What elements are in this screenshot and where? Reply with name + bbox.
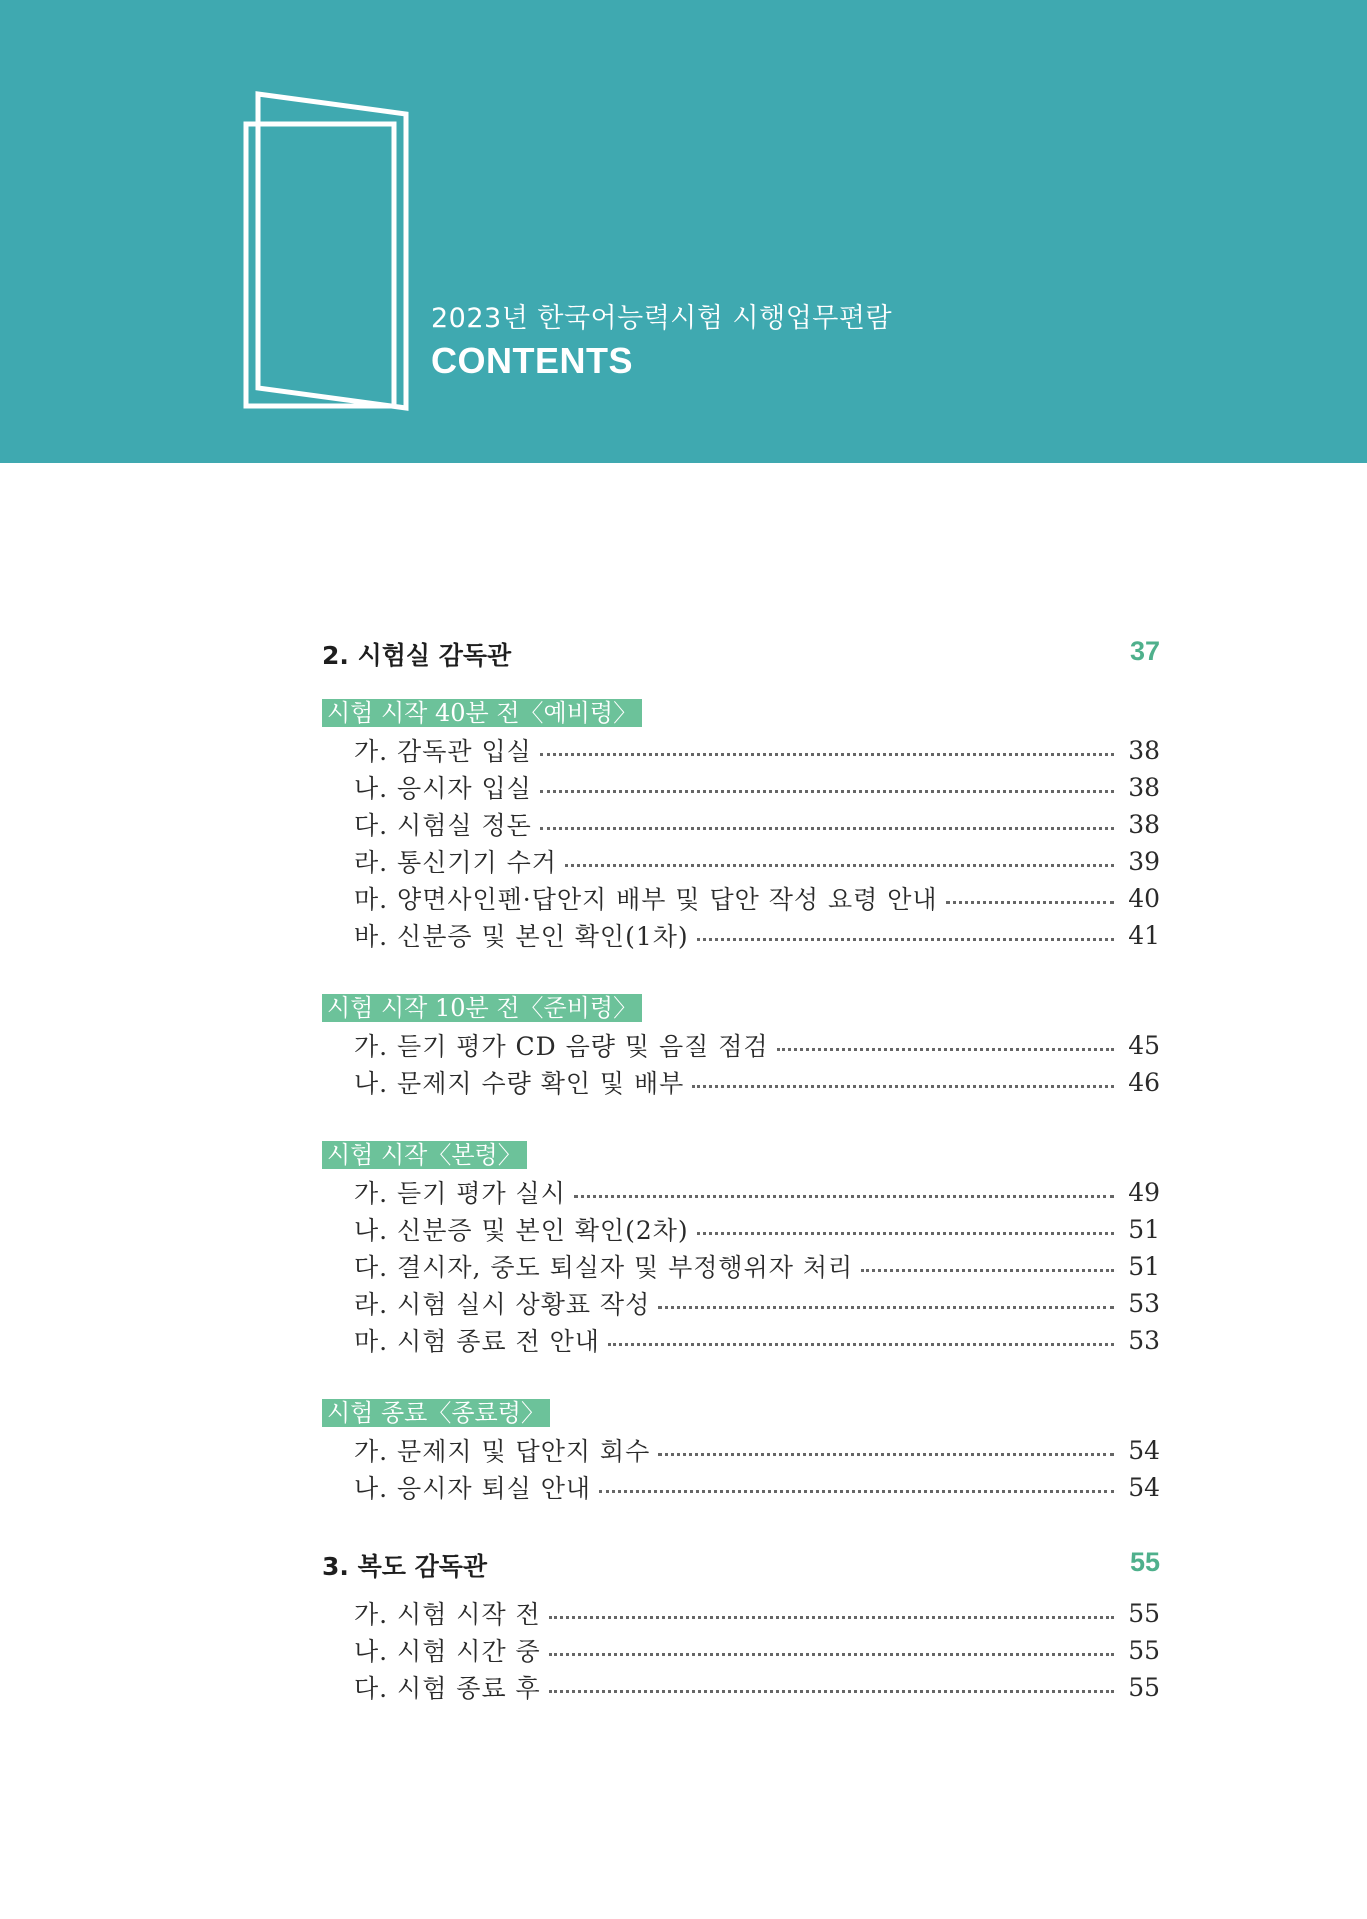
- dot-leader: [565, 864, 1114, 867]
- book-subtitle: 2023년 한국어능력시험 시행업무편람: [431, 303, 893, 334]
- toc-entry[interactable]: [354, 1596, 1160, 1630]
- toc-entry-page: 53: [1128, 1288, 1160, 1318]
- section-label: 시험 시작 40분 전〈예비령〉: [322, 699, 642, 727]
- section-label: 시험 종료〈종료령〉: [322, 1399, 550, 1427]
- toc-entry-label: 가. 문제지 및 답안지 회수: [354, 1437, 651, 1466]
- dot-leader: [692, 1085, 1114, 1088]
- chapter-heading[interactable]: [322, 1541, 1160, 1585]
- toc-entry[interactable]: [354, 1065, 1160, 1099]
- dot-leader: [608, 1343, 1114, 1346]
- dot-leader: [540, 827, 1114, 830]
- toc-entry-page: 55: [1128, 1635, 1160, 1665]
- dot-leader: [697, 1232, 1114, 1235]
- toc-entry-page: 51: [1128, 1214, 1160, 1244]
- contents-title: CONTENTS: [431, 340, 633, 381]
- toc-entry[interactable]: [354, 1670, 1160, 1704]
- toc-entry-page: 55: [1128, 1598, 1160, 1628]
- header-banner: [0, 0, 1367, 463]
- chapter-title: 2. 시험실 감독관: [322, 641, 512, 670]
- toc-entry-label: 가. 듣기 평가 실시: [354, 1179, 566, 1208]
- dot-leader: [599, 1490, 1114, 1493]
- toc-entry-label: 나. 응시자 입실: [354, 774, 532, 803]
- dot-leader: [697, 938, 1114, 941]
- toc-entry-page: 53: [1128, 1325, 1160, 1355]
- dot-leader: [658, 1306, 1114, 1309]
- dot-leader: [658, 1453, 1114, 1456]
- dot-leader: [861, 1269, 1114, 1272]
- toc-entry-label: 다. 시험실 정돈: [354, 811, 532, 840]
- toc-entry[interactable]: [354, 1175, 1160, 1209]
- toc-entry-page: 55: [1128, 1672, 1160, 1702]
- section-label: 시험 시작 10분 전〈준비령〉: [322, 994, 642, 1022]
- chapter-heading[interactable]: [322, 630, 1160, 674]
- dot-leader: [549, 1690, 1114, 1693]
- toc-entry-label: 가. 시험 시작 전: [354, 1600, 541, 1629]
- toc-entry[interactable]: [354, 1286, 1160, 1320]
- toc-entry[interactable]: [354, 770, 1160, 804]
- dot-leader: [540, 790, 1114, 793]
- toc-entry-page: 38: [1128, 772, 1160, 802]
- toc-entry-label: 바. 신분증 및 본인 확인(1차): [354, 922, 689, 951]
- toc-entry-label: 라. 시험 실시 상황표 작성: [354, 1290, 651, 1319]
- dot-leader: [777, 1048, 1114, 1051]
- chapter-title: 3. 복도 감독관: [322, 1552, 488, 1581]
- document-frame-icon: [236, 88, 416, 418]
- toc-entry-page: 51: [1128, 1251, 1160, 1281]
- toc-entry-page: 46: [1128, 1067, 1160, 1097]
- toc-entry-label: 가. 듣기 평가 CD 음량 및 음질 점검: [354, 1032, 769, 1061]
- dot-leader: [574, 1195, 1114, 1198]
- toc-entry[interactable]: [354, 1323, 1160, 1357]
- toc-entry-page: 54: [1128, 1435, 1160, 1465]
- dot-leader: [946, 901, 1114, 904]
- toc-entry-label: 마. 양면사인펜·답안지 배부 및 답안 작성 요령 안내: [354, 885, 938, 914]
- toc-entry-page: 40: [1128, 883, 1160, 913]
- toc-entry-label: 라. 통신기기 수거: [354, 848, 557, 877]
- toc-entry-page: 41: [1128, 920, 1160, 950]
- toc-entry-label: 다. 시험 종료 후: [354, 1674, 541, 1703]
- toc-entry[interactable]: [354, 918, 1160, 952]
- toc-entry-label: 나. 시험 시간 중: [354, 1637, 541, 1666]
- toc-entry[interactable]: [354, 807, 1160, 841]
- toc-entry[interactable]: [354, 881, 1160, 915]
- toc-entry-page: 38: [1128, 809, 1160, 839]
- toc-entry-page: 54: [1128, 1472, 1160, 1502]
- toc-entry-label: 마. 시험 종료 전 안내: [354, 1327, 600, 1356]
- chapter-page-number: 55: [1129, 1547, 1160, 1577]
- chapter-page-number: 37: [1129, 636, 1160, 666]
- toc-entry-label: 다. 결시자, 중도 퇴실자 및 부정행위자 처리: [354, 1253, 854, 1282]
- dot-leader: [549, 1616, 1114, 1619]
- toc-entry-label: 나. 응시자 퇴실 안내: [354, 1474, 591, 1503]
- toc-entry-label: 나. 신분증 및 본인 확인(2차): [354, 1216, 689, 1245]
- section-label: 시험 시작〈본령〉: [322, 1141, 527, 1169]
- toc-entry[interactable]: [354, 1249, 1160, 1283]
- toc-entry[interactable]: [354, 1633, 1160, 1667]
- toc-entry-page: 39: [1128, 846, 1160, 876]
- toc-entry[interactable]: [354, 733, 1160, 767]
- toc-entry-page: 49: [1128, 1177, 1160, 1207]
- dot-leader: [549, 1653, 1114, 1656]
- dot-leader: [540, 753, 1114, 756]
- toc-entry-label: 나. 문제지 수량 확인 및 배부: [354, 1069, 685, 1098]
- toc-entry[interactable]: [354, 1470, 1160, 1504]
- toc-entry-page: 45: [1128, 1030, 1160, 1060]
- toc-entry[interactable]: [354, 1028, 1160, 1062]
- toc-entry-label: 가. 감독관 입실: [354, 737, 532, 766]
- toc-entry-page: 38: [1128, 735, 1160, 765]
- toc-entry[interactable]: [354, 1433, 1160, 1467]
- toc-entry[interactable]: [354, 844, 1160, 878]
- toc-entry[interactable]: [354, 1212, 1160, 1246]
